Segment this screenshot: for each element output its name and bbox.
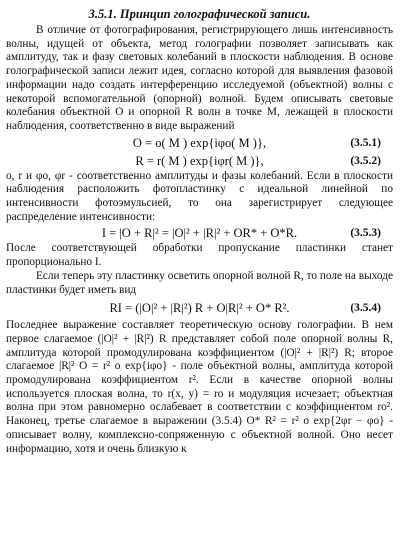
paragraph-illumination: Если теперь эту пластинку осветить опорной волной R, то поле на выходе пластинки будет иметь вид — [6, 269, 393, 296]
equation-expression: I = |O + R|² = |O|² + |R|² + OR* + O*R. — [101, 226, 298, 241]
equation-expression: R = r( M ) exp{iφr( M )}, — [135, 153, 264, 168]
equation-3-5-3 — [6, 224, 393, 242]
equation-number: (3.5.3) — [350, 227, 381, 240]
section-title: 3.5.1. Принцип голографической записи. — [88, 7, 311, 21]
equation-number: (3.5.2) — [350, 154, 381, 167]
equation-3-5-1 — [6, 134, 393, 152]
paragraph-definitions: o, r и φo, φr - соответственно амплитуды и фазы колебаний. Если в плоскости наблюдения расположить фотопластинку с идеальной линейной по интенсивности фотоэмульсией, то она зарегистрирует следующее распределение интенсивности: — [6, 169, 393, 223]
equation-3-5-2 — [6, 152, 393, 170]
equation-expression: RI = (|O|² + |R|²) R + O|R|² + O* R². — [109, 301, 290, 316]
equation-number: (3.5.1) — [350, 136, 381, 149]
paragraph-analysis: Последнее выражение составляет теоретическую основу голографии. В нем первое слагаемое (|O|² + |R|²) R представляет собой поле опорной волны R, амплитуда которой промодулирована коэффициентом (|O|² + |R|²) R; второе слагаемое |R|² O = r² o exp{iφo} - поле объектной волны, амплитуда которой промодулирована коэффициентом r². Если в качестве опорной волны используется плоская волна, то r(x, y) = ro и модуляция исчезает; объектная волна при этом равномерно ослабевает в соответствии с коэффициентом ro². Наконец, третье слагаемое в выражении (3.5.4) O* R² = r² o exp{2φr − φo} - описывает волну, комплексно-сопряженную с объектной волной. Оно несет информацию, хотя и очень близкую к — [6, 319, 393, 455]
paragraph-intro: В отличие от фотографирования, регистрирующего лишь интенсивность волны, идущей от объекта, метод голографии позволяет записывать как амплитуду, так и фазу световых колебаний в плоскости наблюдения. В основе голографической записи лежит идея, согласно которой для выявления фазовой информации надо создать интерференцию исследуемой (объектной) волны с некоторой вспомогательной (опорной) волной. Будем описывать световые колебания объектной O и опорной R волн в точке M, лежащей в плоскости наблюдения, соответственно в виде выражений — [6, 24, 393, 132]
equation-number: (3.5.4) — [350, 302, 381, 315]
equation-expression: O = o( M ) exp{iφo( M )}, — [132, 135, 267, 150]
paragraph-processing: После соответствующей обработки пропускание пластинки станет пропорционально I. — [6, 242, 393, 269]
equation-3-5-4 — [6, 297, 393, 319]
